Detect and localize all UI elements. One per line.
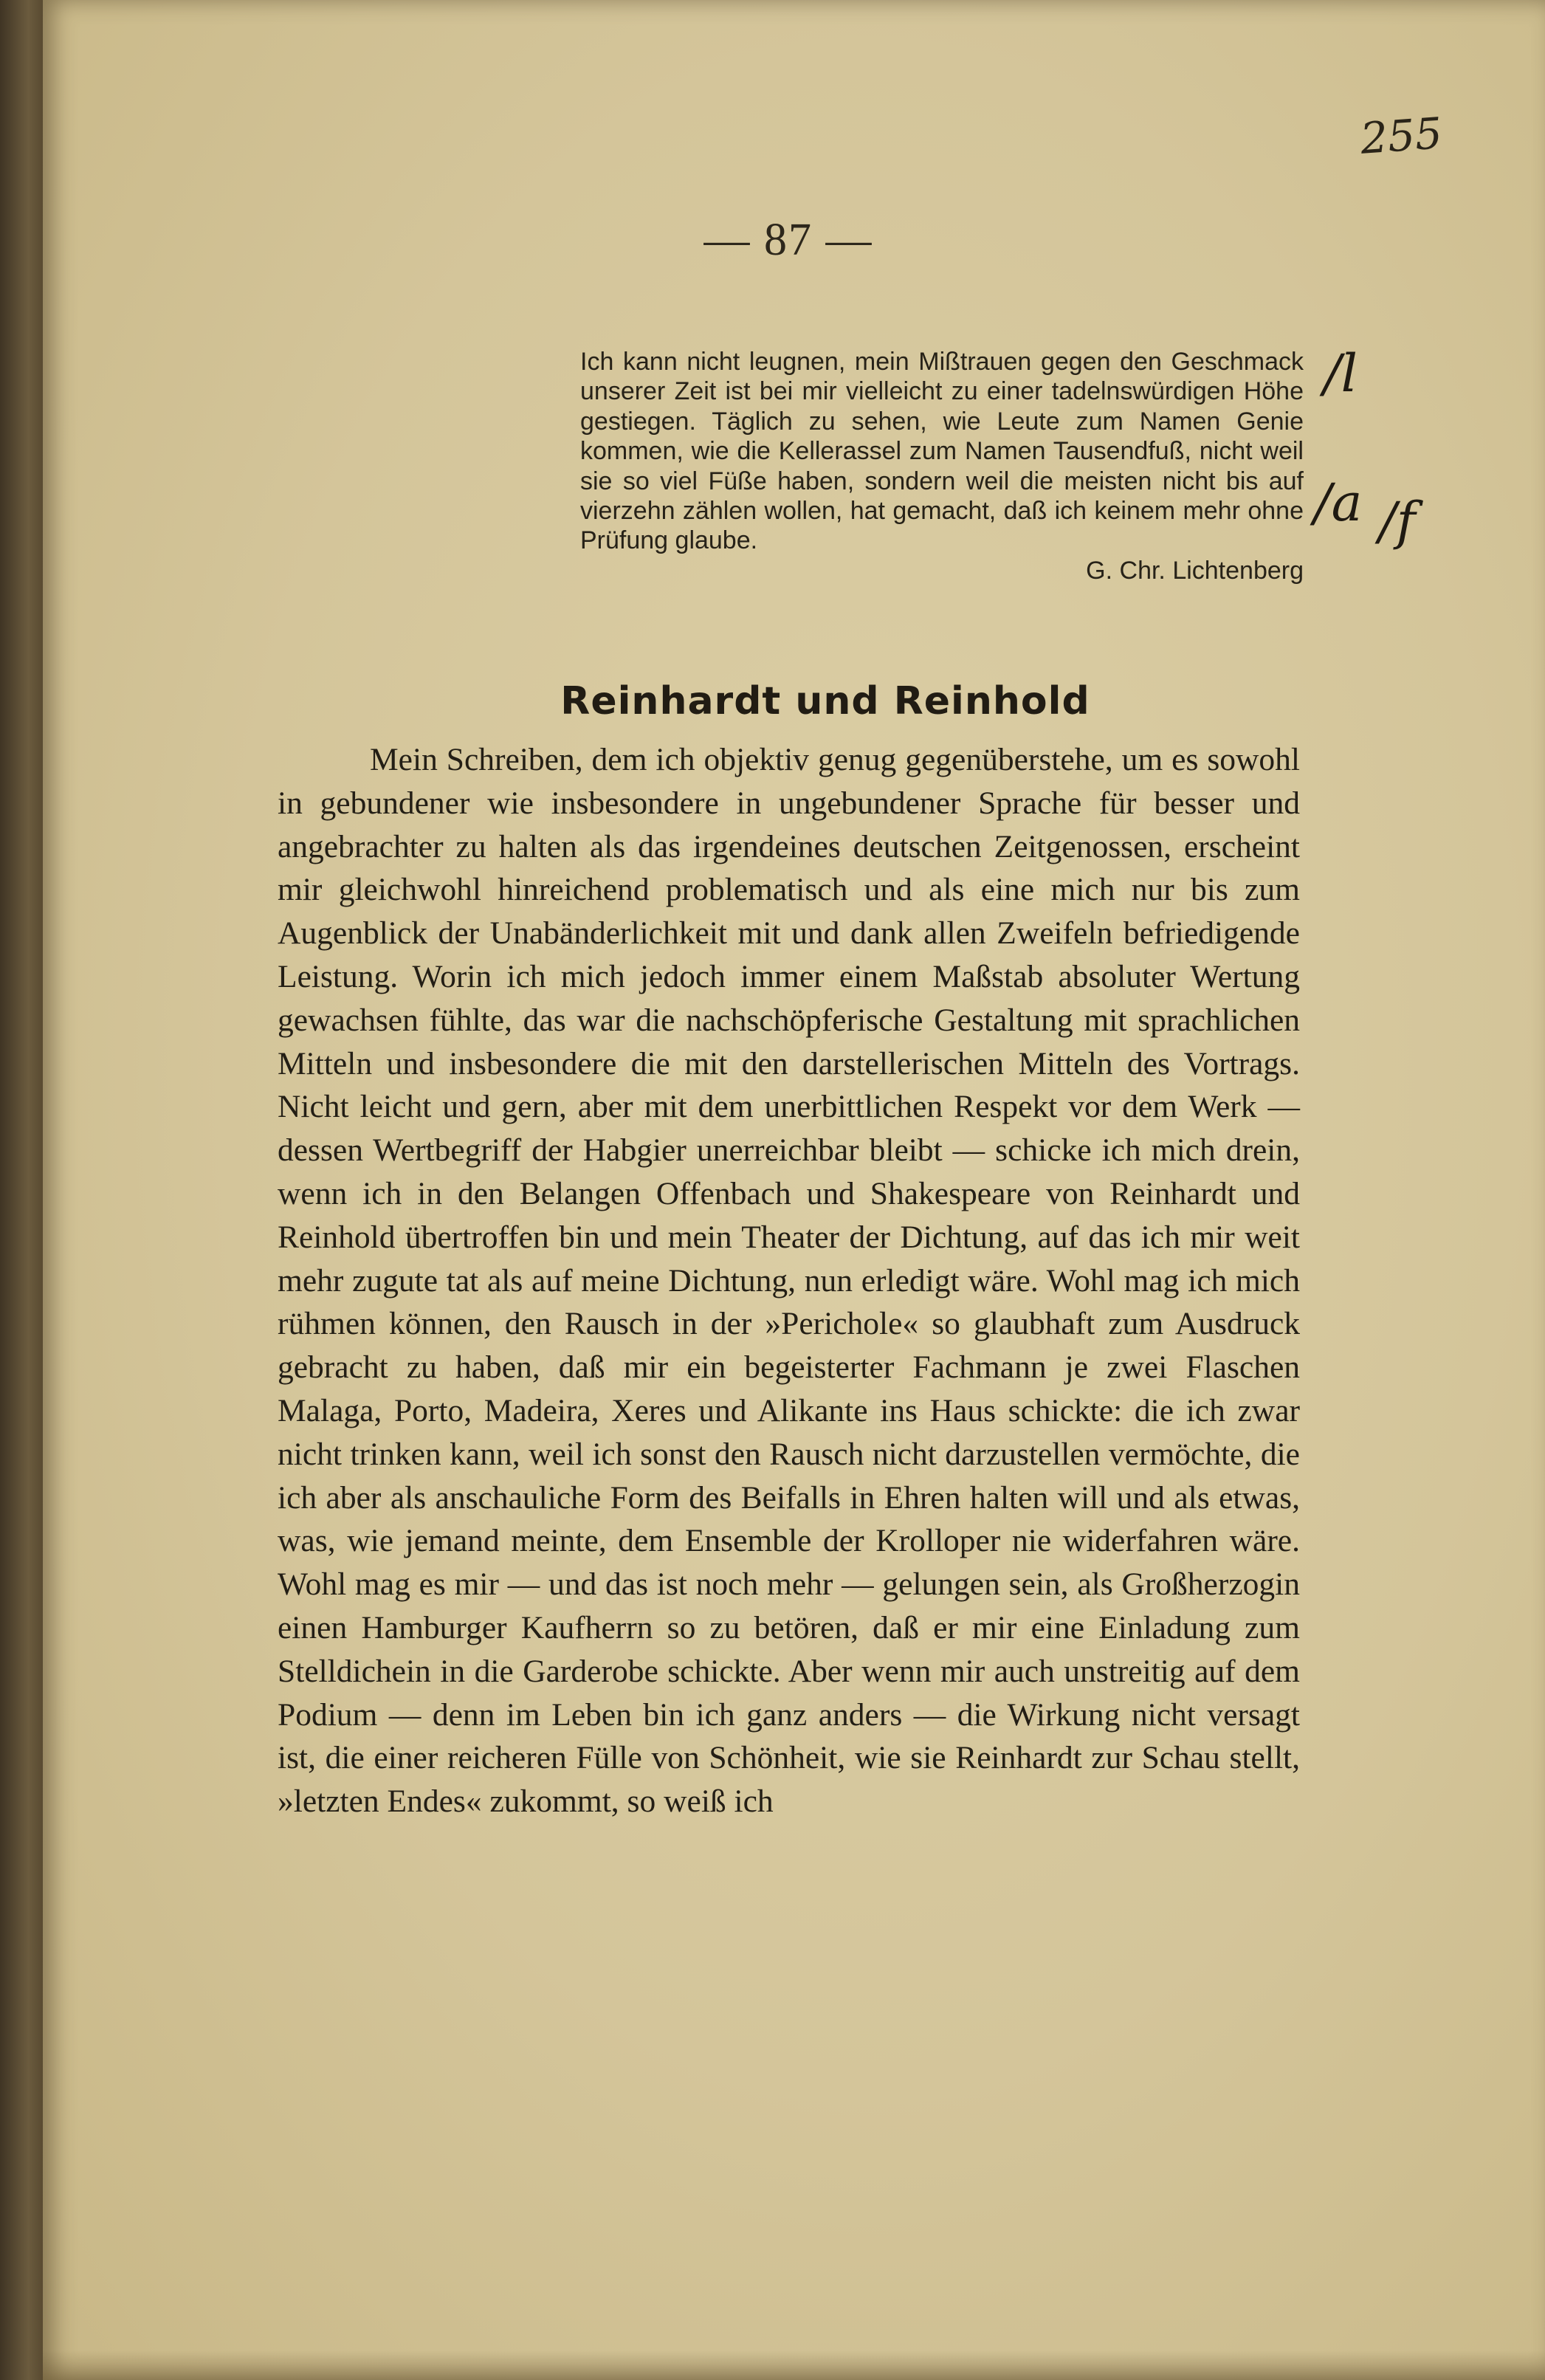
- article-body: [278, 738, 1300, 1823]
- book-page: [43, 0, 1545, 2380]
- epigraph-quote: [580, 347, 1304, 585]
- page-bottom-shadow: [43, 2350, 1545, 2380]
- article-heading: Reinhardt und Reinhold: [560, 679, 1090, 723]
- margin-note-l: /l: [1324, 343, 1358, 404]
- handwritten-archive-number: 255: [1358, 108, 1444, 164]
- quote-author: G. Chr. Lichtenberg: [1086, 556, 1304, 585]
- margin-note-f: /f: [1379, 491, 1416, 551]
- margin-note-a: /a: [1314, 472, 1363, 533]
- article-paragraph: Mein Schreiben, dem ich objektiv genug gegenüberstehe, um es sowohl in gebundener wie insbesondere in ungebundener Sprache für besser und angebrachter zu halten als das irgendeines deutschen Zeitgenossen, erscheint mir gleichwohl hinreichend problematisch und als eine mich nur bis zum Augenblick der Unabänderlichkeit mit und dank allen Zweifeln befriedigende Leistung. Worin ich mich jedoch immer einem Maßstab absoluter Wertung gewachsen fühlte, das war die nachschöpferische Gestaltung mit sprachlichen Mitteln und insbesondere die mit den darstellerischen Mitteln des Vortrags. Nicht leicht und gern, aber mit dem unerbittlichen Respekt vor dem Werk — dessen Wertbegriff der Habgier unerreichbar bleibt — schicke ich mich drein, wenn ich in den Belangen Offenbach und Shakespeare von Reinhardt und Reinhold übertroffen bin und mein Theater der Dichtung, auf das ich mir weit mehr zugute tat als auf meine Dichtung, nun erledigt wäre. Wohl mag ich mich rühmen können, den Rausch in der »Perichole« so glaubhaft zum Ausdruck gebracht zu haben, daß mir ein begeisterter Fachmann je zwei Flaschen Malaga, Porto, Madeira, Xeres und Alikante ins Haus schickte: die ich zwar nicht trinken kann, weil ich sonst den Rausch nicht darzustellen vermöchte, die ich aber als anschauliche Form des Beifalls in Ehren halten will und als etwas, was, wie jemand meinte, dem Ensemble der Krolloper nie widerfahren wäre. Wohl mag es mir — und das ist noch mehr — gelungen sein, als Großherzogin einen Hamburger Kaufherrn so zu betören, daß er mir eine Einladung zum Stelldichein in die Garderobe schickte. Aber wenn mir auch unstreitig auf dem Podium — denn im Leben bin ich ganz anders — die Wirkung nicht versagt ist, die einer reicheren Fülle von Schönheit, wie sie Reinhardt zur Schau stellt, »letzten Endes« zukommt, so weiß ich: [278, 742, 1300, 1820]
- page-number: — 87 —: [703, 215, 873, 265]
- quote-text: Ich kann nicht leugnen, mein Mißtrauen gegen den Geschmack unserer Zeit ist bei mir vielleicht zu einer tadelnswürdigen Höhe gestiegen. Täglich zu sehen, wie Leute zum Namen Genie kommen, wie die Kellerassel zum Namen Tausendfuß, nicht weil sie so viel Füße haben, sondern weil die meisten nicht bis auf vierzehn zählen wollen, hat gemacht, daß ich keinem mehr ohne Prüfung glaube.: [580, 348, 1304, 555]
